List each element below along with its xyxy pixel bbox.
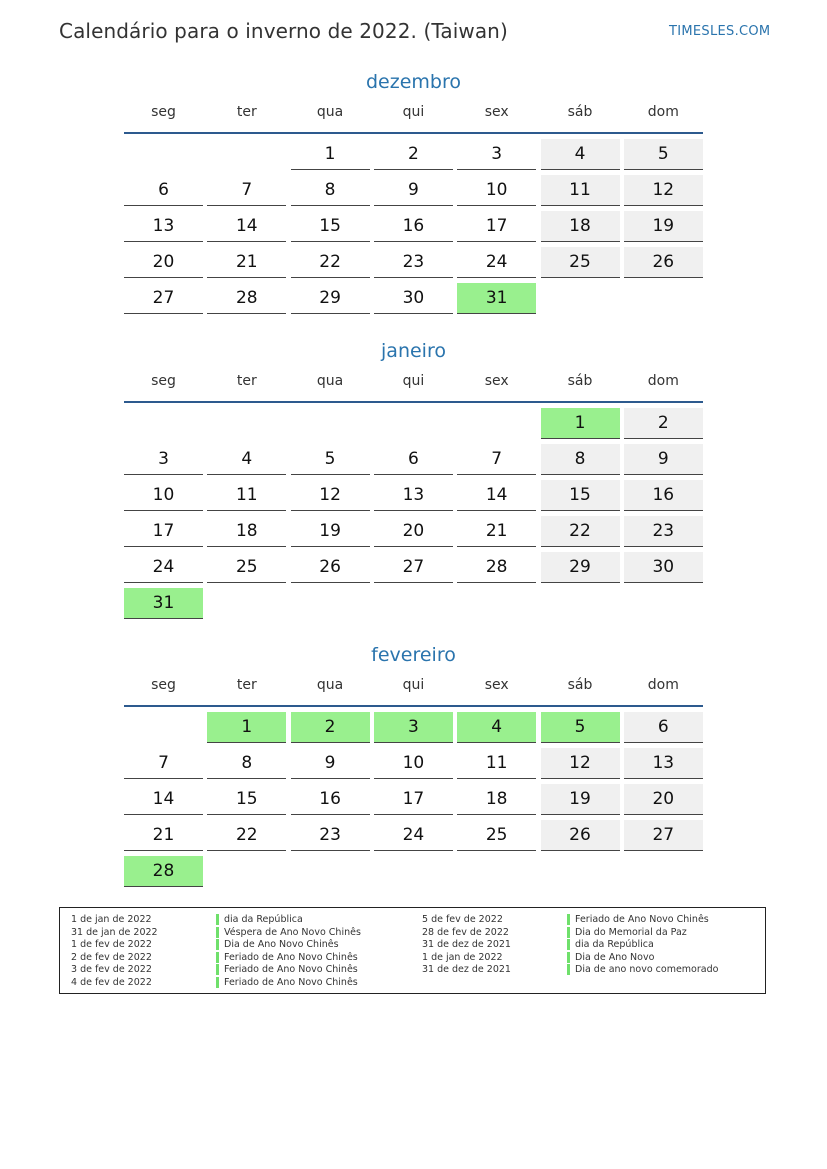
day-cell[interactable]: 21 bbox=[124, 820, 203, 851]
legend-date: 2 de fev de 2022 bbox=[71, 951, 152, 963]
day-cell[interactable]: 19 bbox=[624, 211, 703, 242]
legend-holiday-marker bbox=[567, 952, 570, 963]
day-cell[interactable]: 23 bbox=[624, 516, 703, 547]
weekday-label: sex bbox=[484, 373, 509, 389]
weekday-label: ter bbox=[236, 104, 257, 120]
day-cell[interactable]: 14 bbox=[124, 784, 203, 815]
legend-holiday-name: Dia de ano novo comemorado bbox=[575, 964, 719, 976]
legend-holiday-marker bbox=[216, 927, 219, 938]
day-cell[interactable]: 21 bbox=[457, 516, 536, 547]
day-cell[interactable]: 6 bbox=[124, 175, 203, 206]
header-divider bbox=[124, 132, 703, 134]
legend-holiday-name: Dia do Memorial da Paz bbox=[575, 926, 687, 938]
day-cell[interactable]: 7 bbox=[207, 175, 286, 206]
weekday-label: dom bbox=[647, 677, 679, 693]
day-cell[interactable]: 20 bbox=[624, 784, 703, 815]
legend-holiday-marker bbox=[216, 977, 219, 988]
day-cell[interactable]: 10 bbox=[457, 175, 536, 206]
day-cell[interactable]: 17 bbox=[124, 516, 203, 547]
holiday-day-cell[interactable]: 28 bbox=[124, 856, 203, 887]
legend-date: 28 de fev de 2022 bbox=[422, 926, 509, 938]
weekday-label: dom bbox=[647, 373, 679, 389]
day-cell[interactable]: 24 bbox=[374, 820, 453, 851]
legend-holiday-marker bbox=[567, 927, 570, 938]
day-cell[interactable]: 10 bbox=[374, 748, 453, 779]
day-cell[interactable]: 8 bbox=[291, 175, 370, 206]
day-cell[interactable]: 15 bbox=[207, 784, 286, 815]
day-cell[interactable]: 4 bbox=[207, 444, 286, 475]
weekday-label: qua bbox=[316, 104, 344, 120]
day-cell[interactable]: 9 bbox=[374, 175, 453, 206]
legend-holiday-name: Véspera de Ano Novo Chinês bbox=[224, 926, 361, 938]
legend-holiday-marker bbox=[216, 964, 219, 975]
day-cell[interactable]: 27 bbox=[124, 283, 203, 314]
month-title: dezembro bbox=[366, 71, 461, 93]
day-cell[interactable]: 25 bbox=[457, 820, 536, 851]
day-cell[interactable]: 5 bbox=[624, 139, 703, 170]
day-cell[interactable]: 18 bbox=[541, 211, 620, 242]
holiday-day-cell[interactable]: 5 bbox=[541, 712, 620, 743]
day-cell[interactable]: 14 bbox=[457, 480, 536, 511]
holiday-day-cell[interactable]: 1 bbox=[207, 712, 286, 743]
day-cell[interactable]: 4 bbox=[541, 139, 620, 170]
header-divider bbox=[124, 705, 703, 707]
month-january bbox=[124, 337, 703, 613]
brand-link[interactable]: TIMESLES.COM bbox=[669, 24, 771, 39]
legend-date: 31 de dez de 2021 bbox=[422, 964, 511, 976]
month-february bbox=[124, 641, 703, 881]
day-cell[interactable]: 12 bbox=[291, 480, 370, 511]
legend-holiday-name: Feriado de Ano Novo Chinês bbox=[224, 951, 358, 963]
day-cell[interactable]: 13 bbox=[124, 211, 203, 242]
day-cell[interactable]: 7 bbox=[124, 748, 203, 779]
holiday-day-cell[interactable]: 31 bbox=[124, 588, 203, 619]
legend-holiday-name: Feriado de Ano Novo Chinês bbox=[224, 964, 358, 976]
day-cell[interactable]: 8 bbox=[207, 748, 286, 779]
weekday-label: qui bbox=[402, 677, 425, 693]
day-cell[interactable]: 11 bbox=[541, 175, 620, 206]
weekday-label: seg bbox=[151, 104, 176, 120]
weekday-label: ter bbox=[236, 373, 257, 389]
weekday-header bbox=[124, 365, 703, 403]
weekday-label: sex bbox=[484, 104, 509, 120]
day-cell[interactable]: 25 bbox=[541, 247, 620, 278]
day-cell[interactable]: 1 bbox=[291, 139, 370, 170]
day-cell[interactable]: 12 bbox=[624, 175, 703, 206]
weekday-label: sex bbox=[484, 677, 509, 693]
weekday-label: qui bbox=[402, 104, 425, 120]
day-cell[interactable]: 23 bbox=[291, 820, 370, 851]
day-cell[interactable]: 18 bbox=[207, 516, 286, 547]
legend-date: 3 de fev de 2022 bbox=[71, 964, 152, 976]
legend-date: 1 de fev de 2022 bbox=[71, 939, 152, 951]
holiday-legend bbox=[59, 907, 766, 994]
day-cell[interactable]: 19 bbox=[291, 516, 370, 547]
day-cell[interactable]: 15 bbox=[291, 211, 370, 242]
day-cell[interactable]: 21 bbox=[207, 247, 286, 278]
day-cell[interactable]: 15 bbox=[541, 480, 620, 511]
day-cell[interactable]: 17 bbox=[374, 784, 453, 815]
day-cell[interactable]: 28 bbox=[457, 552, 536, 583]
day-cell[interactable]: 22 bbox=[291, 247, 370, 278]
legend-holiday-name: Dia de Ano Novo Chinês bbox=[224, 939, 339, 951]
weekday-label: seg bbox=[151, 677, 176, 693]
day-cell[interactable]: 30 bbox=[374, 283, 453, 314]
day-cell[interactable]: 12 bbox=[541, 748, 620, 779]
legend-holiday-name: Dia de Ano Novo bbox=[575, 951, 655, 963]
legend-date: 31 de dez de 2021 bbox=[422, 939, 511, 951]
day-cell[interactable]: 8 bbox=[541, 444, 620, 475]
day-cell[interactable]: 30 bbox=[624, 552, 703, 583]
weekday-header bbox=[124, 96, 703, 134]
holiday-day-cell[interactable]: 3 bbox=[374, 712, 453, 743]
legend-holiday-name: Feriado de Ano Novo Chinês bbox=[224, 976, 358, 988]
day-cell[interactable]: 24 bbox=[457, 247, 536, 278]
day-cell[interactable]: 29 bbox=[291, 283, 370, 314]
day-cell[interactable]: 16 bbox=[291, 784, 370, 815]
legend-holiday-marker bbox=[216, 939, 219, 950]
weekday-label: qua bbox=[316, 677, 344, 693]
day-cell[interactable]: 10 bbox=[124, 480, 203, 511]
weekday-label: ter bbox=[236, 677, 257, 693]
weekday-label: dom bbox=[647, 104, 679, 120]
legend-date: 1 de jan de 2022 bbox=[422, 951, 503, 963]
day-cell[interactable]: 24 bbox=[124, 552, 203, 583]
day-cell[interactable]: 20 bbox=[374, 516, 453, 547]
page-title: Calendário para o inverno de 2022. (Taiwan) bbox=[59, 19, 508, 43]
legend-holiday-marker bbox=[216, 914, 219, 925]
legend-holiday-name: Feriado de Ano Novo Chinês bbox=[575, 914, 709, 925]
day-cell[interactable]: 28 bbox=[207, 283, 286, 314]
weekday-label: seg bbox=[151, 373, 176, 389]
day-cell[interactable]: 13 bbox=[624, 748, 703, 779]
day-cell[interactable]: 5 bbox=[291, 444, 370, 475]
day-cell[interactable]: 6 bbox=[624, 712, 703, 743]
day-cell[interactable]: 26 bbox=[624, 247, 703, 278]
weekday-label: sáb bbox=[567, 677, 593, 693]
day-cell[interactable]: 6 bbox=[374, 444, 453, 475]
legend-date: 5 de fev de 2022 bbox=[422, 914, 503, 925]
holiday-day-cell[interactable]: 31 bbox=[457, 283, 536, 314]
day-cell[interactable]: 18 bbox=[457, 784, 536, 815]
day-cell[interactable]: 9 bbox=[291, 748, 370, 779]
day-cell[interactable]: 16 bbox=[374, 211, 453, 242]
weekday-label: sáb bbox=[567, 373, 593, 389]
legend-date: 4 de fev de 2022 bbox=[71, 976, 152, 988]
legend-holiday-marker bbox=[216, 952, 219, 963]
legend-holiday-marker bbox=[567, 964, 570, 975]
day-cell[interactable]: 2 bbox=[374, 139, 453, 170]
month-title: fevereiro bbox=[371, 644, 456, 666]
day-cell[interactable]: 22 bbox=[541, 516, 620, 547]
day-cell[interactable]: 13 bbox=[374, 480, 453, 511]
day-cell[interactable]: 11 bbox=[207, 480, 286, 511]
day-cell[interactable]: 27 bbox=[374, 552, 453, 583]
day-cell[interactable]: 22 bbox=[207, 820, 286, 851]
day-cell[interactable]: 27 bbox=[624, 820, 703, 851]
legend-holiday-marker bbox=[567, 914, 570, 925]
weekday-header bbox=[124, 669, 703, 707]
legend-date: 1 de jan de 2022 bbox=[71, 914, 152, 925]
legend-holiday-name: dia da República bbox=[575, 939, 654, 951]
month-december bbox=[124, 68, 703, 308]
day-cell[interactable]: 20 bbox=[124, 247, 203, 278]
legend-holiday-marker bbox=[567, 939, 570, 950]
holiday-day-cell[interactable]: 2 bbox=[291, 712, 370, 743]
holiday-day-cell[interactable]: 4 bbox=[457, 712, 536, 743]
day-cell[interactable]: 14 bbox=[207, 211, 286, 242]
day-cell[interactable]: 25 bbox=[207, 552, 286, 583]
day-cell[interactable]: 29 bbox=[541, 552, 620, 583]
day-cell[interactable]: 2 bbox=[624, 408, 703, 439]
weekday-label: qui bbox=[402, 373, 425, 389]
day-cell[interactable]: 26 bbox=[541, 820, 620, 851]
month-title: janeiro bbox=[381, 340, 446, 362]
weekday-label: qua bbox=[316, 373, 344, 389]
day-cell[interactable]: 26 bbox=[291, 552, 370, 583]
day-cell[interactable]: 17 bbox=[457, 211, 536, 242]
legend-holiday-name: dia da República bbox=[224, 914, 303, 925]
day-cell[interactable]: 3 bbox=[457, 139, 536, 170]
holiday-day-cell[interactable]: 1 bbox=[541, 408, 620, 439]
legend-date: 31 de jan de 2022 bbox=[71, 926, 158, 938]
header-divider bbox=[124, 401, 703, 403]
day-cell[interactable]: 16 bbox=[624, 480, 703, 511]
day-cell[interactable]: 7 bbox=[457, 444, 536, 475]
day-cell[interactable]: 3 bbox=[124, 444, 203, 475]
day-cell[interactable]: 23 bbox=[374, 247, 453, 278]
weekday-label: sáb bbox=[567, 104, 593, 120]
day-cell[interactable]: 9 bbox=[624, 444, 703, 475]
day-cell[interactable]: 19 bbox=[541, 784, 620, 815]
day-cell[interactable]: 11 bbox=[457, 748, 536, 779]
